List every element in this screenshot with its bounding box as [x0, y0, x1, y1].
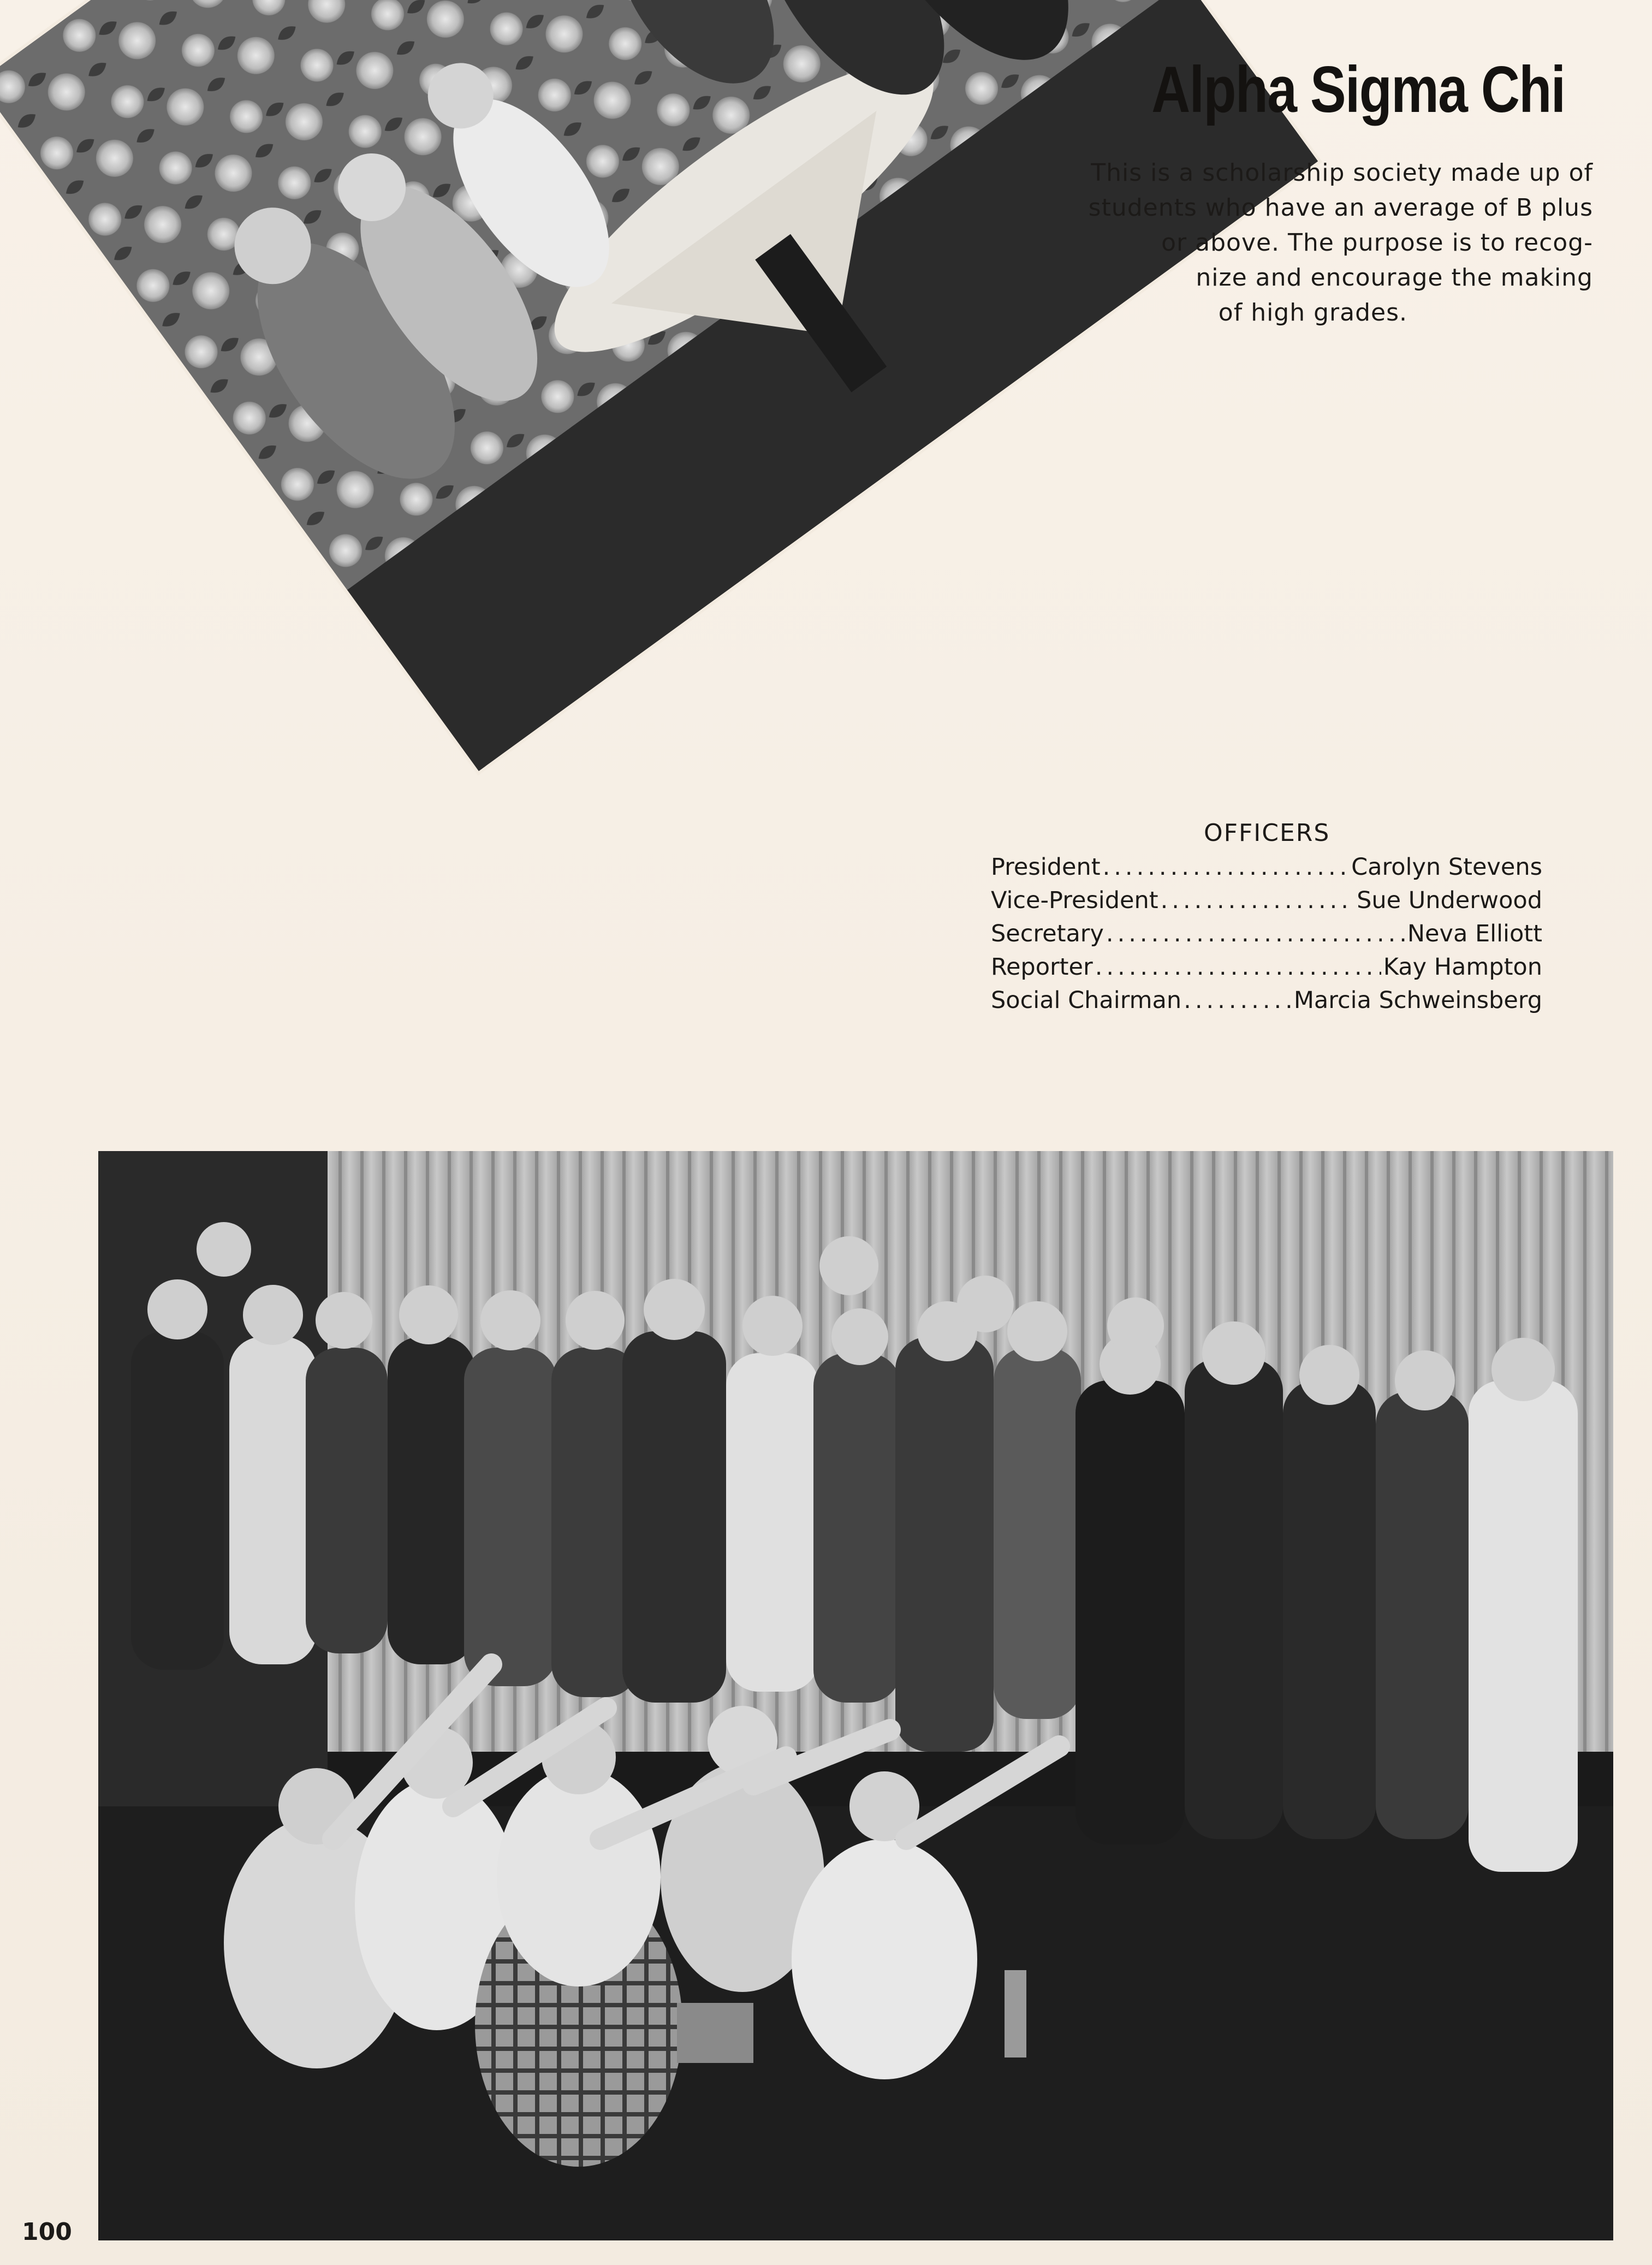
officer-role: Social Chairman [991, 987, 1182, 1014]
page-number: 100 [22, 2218, 72, 2246]
officer-role: Secretary [991, 920, 1104, 947]
officers-heading: OFFICERS [1204, 819, 1330, 847]
officers-list [991, 851, 1542, 1017]
officer-role: Reporter [991, 953, 1093, 981]
officer-row [991, 851, 1542, 884]
description-line: of high grades. [1218, 299, 1407, 327]
description-line: This is a scholarship society made up of [1091, 159, 1593, 187]
page-title: Alpha Sigma Chi [1151, 53, 1565, 126]
officer-row [991, 884, 1542, 917]
group-initiation-photo [98, 1151, 1613, 2240]
officer-role: President [991, 853, 1101, 881]
officer-row [991, 984, 1542, 1017]
officer-name: Carolyn Stevens [1351, 853, 1542, 881]
description-line: nize and encourage the making [1196, 264, 1593, 292]
leader-dots [1161, 884, 1354, 917]
officer-name: Kay Hampton [1383, 953, 1542, 981]
leader-dots [1106, 917, 1405, 951]
officer-role: Vice-President [991, 887, 1158, 914]
officer-row [991, 951, 1542, 984]
tea-party-photo-art [0, 0, 1318, 771]
officer-name: Sue Underwood [1357, 887, 1542, 914]
officer-name: Neva Elliott [1407, 920, 1542, 947]
leader-dots [1095, 951, 1381, 984]
leader-dots [1184, 984, 1292, 1017]
description-line: students who have an average of B plus [1088, 194, 1593, 222]
tea-party-photo [0, 0, 1318, 771]
officer-name: Marcia Schweinsberg [1293, 987, 1542, 1014]
leader-dots [1103, 851, 1350, 884]
society-description [938, 156, 1593, 330]
officer-row [991, 917, 1542, 951]
description-line: or above. The purpose is to recog- [1161, 229, 1593, 257]
group-initiation-photo-art [98, 1151, 1613, 2240]
